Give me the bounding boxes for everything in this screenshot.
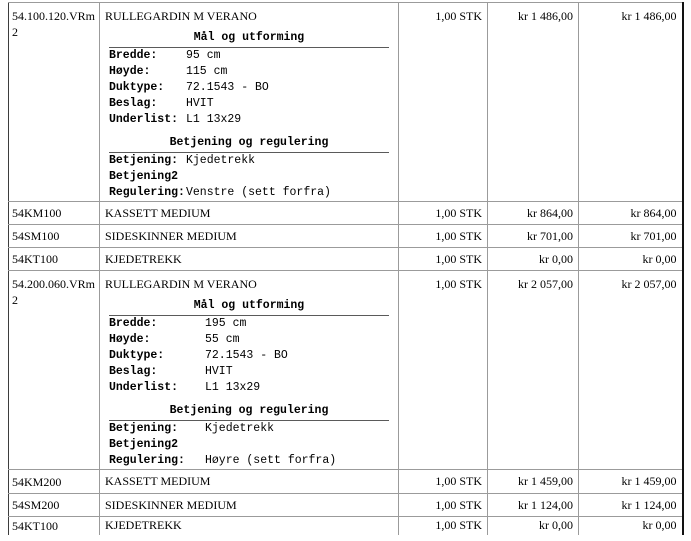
spec-label: Betjening2: [109, 170, 179, 183]
item-qty: 1,00 STK: [399, 517, 488, 535]
spec-value: Høyre (sett forfra): [205, 454, 337, 467]
spec-section-title: Betjening og regulering: [109, 403, 389, 421]
item-qty: 1,00 STK: [399, 271, 488, 470]
spec-line: [109, 169, 398, 185]
spec-label: Underlist:: [109, 113, 179, 126]
spec-line: [109, 185, 398, 201]
spec-line: [109, 153, 398, 169]
item-unit-price: kr 1 124,00: [488, 494, 579, 517]
spec-section-title: Mål og utforming: [109, 30, 389, 48]
spec-line: [109, 364, 398, 380]
spec-label: Duktype:: [109, 81, 165, 94]
spec-value: L1 13x29: [186, 113, 242, 126]
item-unit-price: kr 701,00: [488, 225, 579, 248]
item-unit-price: kr 864,00: [488, 202, 579, 225]
spec-label: Bredde:: [109, 317, 158, 330]
table-row: [9, 248, 683, 271]
item-unit-price: kr 1 459,00: [488, 470, 579, 494]
item-description: SIDESKINNER MEDIUM: [100, 494, 399, 517]
item-title: RULLEGARDIN M VERANO: [105, 277, 257, 291]
item-description-cell: [100, 3, 399, 202]
table-row: [9, 494, 683, 517]
spec-line: [109, 332, 398, 348]
item-total: kr 1 459,00: [579, 470, 683, 494]
spec-label: Betjening:: [109, 154, 179, 167]
spec-label: Duktype:: [109, 349, 165, 362]
spec-value: 72.1543 - BO: [205, 349, 288, 362]
spec-line: [109, 80, 398, 96]
spec-label: Underlist:: [109, 381, 179, 394]
item-qty: 1,00 STK: [399, 248, 488, 271]
item-qty: 1,00 STK: [399, 3, 488, 202]
spec-line: [109, 421, 398, 437]
spec-value: Kjedetrekk: [186, 154, 256, 167]
spec-label: Bredde:: [109, 49, 158, 62]
item-qty: 1,00 STK: [399, 225, 488, 248]
spec-label: Beslag:: [109, 365, 158, 378]
item-unit-price: kr 2 057,00: [488, 271, 579, 470]
spec-value: 72.1543 - BO: [186, 81, 269, 94]
item-code: 54.200.060.VRm2: [9, 271, 100, 470]
spec-label: Betjening2: [109, 438, 179, 451]
item-qty: 1,00 STK: [399, 494, 488, 517]
spec-value: HVIT: [186, 97, 214, 110]
spec-label: Høyde:: [109, 65, 151, 78]
item-unit-price: kr 0,00: [488, 517, 579, 535]
spec-label: Høyde:: [109, 333, 151, 346]
spec-value: L1 13x29: [205, 381, 261, 394]
spec-value: Venstre (sett forfra): [186, 186, 331, 199]
item-specs: [100, 298, 398, 469]
item-qty: 1,00 STK: [399, 470, 488, 494]
spec-line: [109, 437, 398, 453]
item-total: kr 1 124,00: [579, 494, 683, 517]
item-total: kr 0,00: [642, 518, 677, 533]
item-code: 54KM100: [9, 202, 100, 225]
spec-line: [109, 48, 398, 64]
item-description: KJEDETREKK: [100, 248, 399, 271]
item-total: kr 864,00: [579, 202, 683, 225]
order-items-table: [8, 2, 684, 535]
table-row: [9, 271, 683, 470]
spec-line: [109, 112, 398, 128]
item-code: 54SM200: [9, 494, 100, 517]
spec-value: 115 cm: [186, 65, 228, 78]
spec-section-title: Mål og utforming: [109, 298, 389, 316]
item-total: kr 1 486,00: [579, 3, 683, 202]
item-description: KJEDETREKK: [100, 517, 399, 535]
table-row: [9, 470, 683, 494]
item-unit-price: kr 0,00: [488, 248, 579, 271]
spec-line: [109, 316, 398, 332]
item-code: 54SM100: [9, 225, 100, 248]
item-description: KASSETT MEDIUM: [100, 202, 399, 225]
item-code: 54KM200: [9, 470, 100, 494]
item-total: kr 701,00: [579, 225, 683, 248]
item-description: KASSETT MEDIUM: [100, 470, 399, 494]
spec-line: [109, 64, 398, 80]
item-code: 54.100.120.VRm2: [9, 3, 100, 202]
item-title: RULLEGARDIN M VERANO: [105, 9, 257, 23]
item-unit-price: kr 1 486,00: [488, 3, 579, 202]
spec-line: [109, 348, 398, 364]
item-code: 54KT100: [9, 517, 100, 535]
item-specs: [100, 30, 398, 201]
item-total: kr 2 057,00: [579, 271, 683, 470]
item-total: kr 0,00: [579, 248, 683, 271]
spec-line: [109, 380, 398, 396]
item-description: SIDESKINNER MEDIUM: [100, 225, 399, 248]
item-qty: 1,00 STK: [399, 202, 488, 225]
spec-value: Kjedetrekk: [205, 422, 275, 435]
spec-value: HVIT: [205, 365, 233, 378]
spec-label: Betjening:: [109, 422, 179, 435]
spec-line: [109, 96, 398, 112]
spec-value: 195 cm: [205, 317, 247, 330]
spec-value: 55 cm: [205, 333, 240, 346]
item-description-cell: [100, 271, 399, 470]
spec-label: Beslag:: [109, 97, 158, 110]
table-row: [9, 3, 683, 202]
spec-label: Regulering:: [109, 186, 185, 199]
item-code: 54KT100: [9, 248, 100, 271]
spec-line: [109, 453, 398, 469]
spec-section-title: Betjening og regulering: [109, 135, 389, 153]
table-row: [9, 225, 683, 248]
table-row: [9, 517, 683, 535]
table-row: [9, 202, 683, 225]
spec-label: Regulering:: [109, 454, 185, 467]
spec-value: 95 cm: [186, 49, 221, 62]
